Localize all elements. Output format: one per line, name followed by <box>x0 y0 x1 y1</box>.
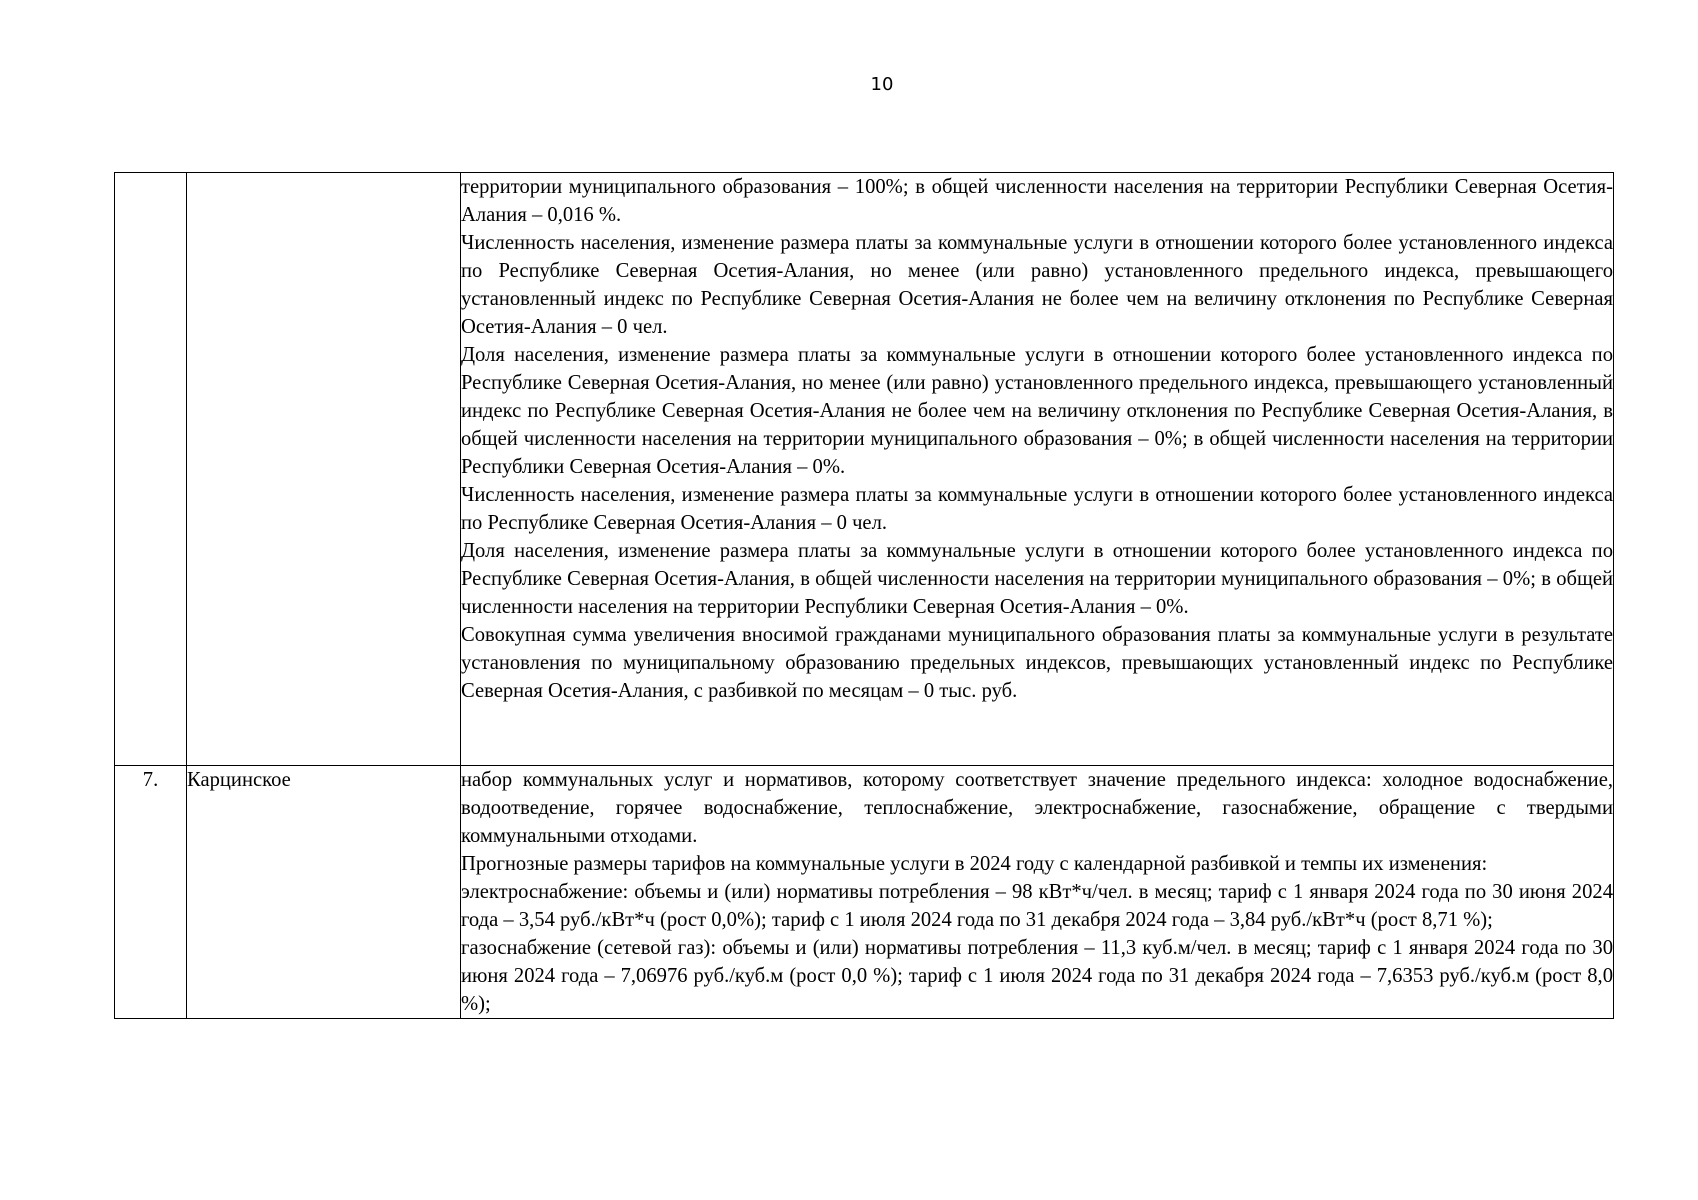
table-row <box>115 766 1614 1019</box>
municipality-name-cell <box>187 173 461 766</box>
paragraph: газоснабжение (сетевой газ): объемы и (или) нормативы потребления – 11,3 куб.м/чел. в месяц; тариф с 1 января 2024 года по 30 июня 2024 года – 7,06976 руб./куб.м (рост 0,0 %); тариф с 1 июля 2024 года по 31 декабря 2024 года – 7,6353 руб./куб.м (рост 8,0 %); <box>461 937 1613 1015</box>
page-number: 10 <box>870 74 894 95</box>
paragraph: Доля населения, изменение размера платы за коммунальные услуги в отношении которого более установленного индекса по Республике Северная Осетия-Алания, в общей численности населения на территории муниципального образования – 0%; в общей численности населения на территории Республики Северная Осетия-Алания – 0%. <box>461 540 1613 618</box>
description-cell <box>461 173 1614 766</box>
paragraph: Прогнозные размеры тарифов на коммунальные услуги в 2024 году с календарной разбивкой и темпы их изменения: <box>461 853 1488 875</box>
table-row <box>115 173 1614 766</box>
paragraph: Численность населения, изменение размера платы за коммунальные услуги в отношении которого более установленного индекса по Республике Северная Осетия-Алания – 0 чел. <box>461 484 1613 534</box>
paragraph: Численность населения, изменение размера платы за коммунальные услуги в отношении которого более установленного индекса по Республике Северная Осетия-Алания, но менее (или равно) установленного предельного индекса, превышающего установленный индекс по Республике Северная Осетия-Алания не более чем на величину отклонения по Республике Северная Осетия-Алания – 0 чел. <box>461 232 1613 338</box>
paragraph: территории муниципального образования – 100%; в общей численности населения на территории Республики Северная Осетия-Алания – 0,016 %. <box>461 176 1613 226</box>
paragraph: Доля населения, изменение размера платы за коммунальные услуги в отношении которого более установленного индекса по Республике Северная Осетия-Алания, но менее (или равно) установленного предельного индекса, превышающего установленный индекс по Республике Северная Осетия-Алания не более чем на величину отклонения по Республике Северная Осетия-Алания, в общей численности населения на территории муниципального образования – 0%; в общей численности населения на территории Республики Северная Осетия-Алания – 0%. <box>461 344 1613 478</box>
municipal-index-table <box>114 172 1614 1019</box>
description-cell <box>461 766 1614 1019</box>
municipality-name-cell: Карцинское <box>187 766 461 1019</box>
paragraph: набор коммунальных услуг и нормативов, которому соответствует значение предельного индекса: холодное водоснабжение, водоотведение, горячее водоснабжение, теплоснабжение, электроснабжение, газоснабжение, обращение с твердыми коммунальными отходами. <box>461 769 1613 847</box>
paragraph: электроснабжение: объемы и (или) нормативы потребления – 98 кВт*ч/чел. в месяц; тариф с 1 января 2024 года по 30 июня 2024 года – 3,54 руб./кВт*ч (рост 0,0%); тариф с 1 июля 2024 года по 31 декабря 2024 года – 3,84 руб./кВт*ч (рост 8,71 %); <box>461 881 1613 931</box>
paragraph: Совокупная сумма увеличения вносимой гражданами муниципального образования платы за коммунальные услуги в результате установления по муниципальному образованию предельных индексов, превышающих установленный индекс по Республике Северная Осетия-Алания, с разбивкой по месяцам – 0 тыс. руб. <box>461 624 1613 702</box>
row-number-cell <box>115 173 187 766</box>
row-number-cell: 7. <box>115 766 187 1019</box>
